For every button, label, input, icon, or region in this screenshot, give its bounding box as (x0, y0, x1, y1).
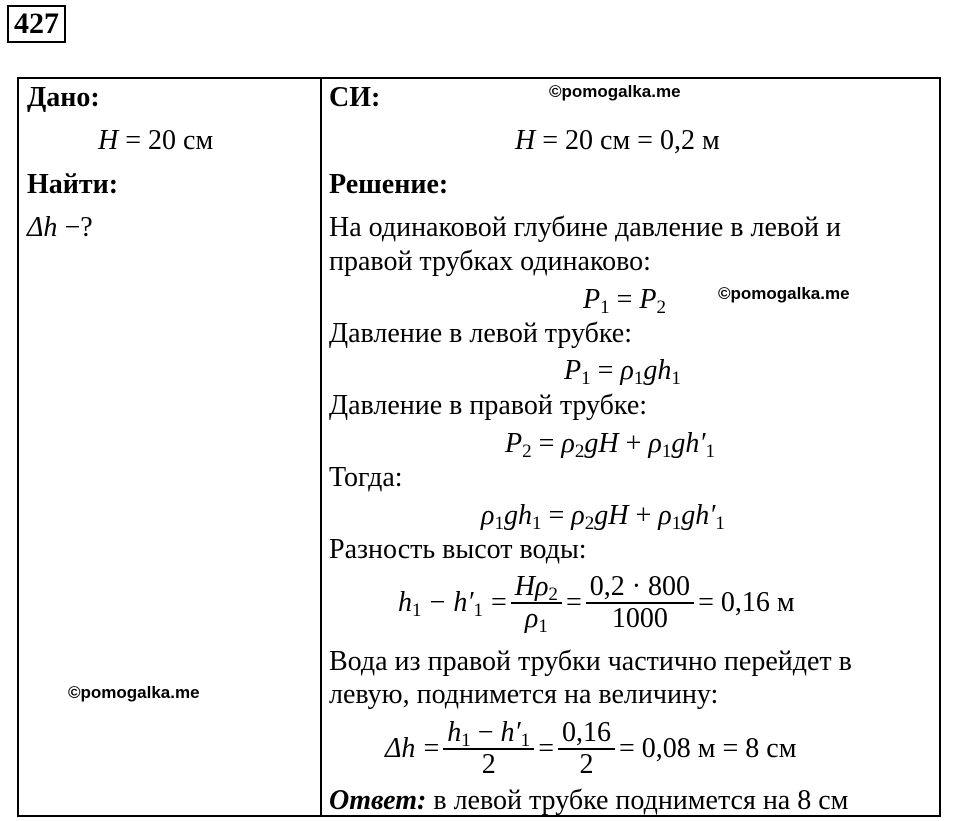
formula-p1-equals-p2: $P_1 = P_2$ (583, 284, 667, 318)
si-heading: СИ: (329, 82, 381, 113)
solution-line-7: Вода из правой трубки частично перейдет в (329, 646, 852, 677)
solution-line-8: левую, поднимется на величину: (329, 679, 719, 710)
fraction-h-difference: $\frac{h_1 - h'_1}{2}$ (443, 718, 534, 780)
solution-line-3: Давление в левой трубке: (329, 318, 633, 349)
fraction-h-rho: $\frac{H\rho_2}{\rho_1}$ (511, 572, 562, 634)
fraction-016-over-2: $\frac{0,16}{2}$ (558, 718, 615, 780)
watermark: ©pomogalka.me (549, 82, 681, 101)
answer-text: в левой трубке поднимется на 8 см (433, 785, 849, 816)
problem-number: 427 (7, 5, 66, 43)
answer-line (329, 785, 848, 817)
fraction-numeric: $\frac{0,2 \cdot 800}{1000}$ (586, 572, 694, 634)
solution-line-2: правой трубках одинаково: (329, 246, 651, 277)
solution-line-4: Давление в правой трубке: (329, 390, 648, 421)
formula-delta-h: Δh = $\frac{h_1 - h'_1}{2}$ = $\frac{0,16}{2}$ = 0,08 м = 8 см (385, 717, 797, 780)
formula-then: $\rho_1gh_1 = \rho_2gH + \rho_1gh'_1$ (481, 500, 725, 534)
formula-height-difference: $h_1$ − $h'_1$ = $\frac{H\rho_2}{\rho_1}$ = $\frac{0,2 \cdot 800}{1000}$ = 0,16 м (398, 571, 795, 637)
formula-p1: $P_1 = \rho_1gh_1$ (564, 355, 681, 389)
solution-heading: Решение: (329, 169, 449, 200)
answer-label: Ответ: (329, 785, 427, 816)
formula-p2: $P_2 = \rho_2gH + \rho_1gh'_1$ (505, 428, 716, 462)
solution-line-6: Разность высот воды: (329, 534, 587, 565)
column-divider (320, 79, 322, 815)
solution-line-5: Тогда: (329, 462, 403, 493)
watermark: ©pomogalka.me (68, 683, 200, 702)
find-delta-h: Δh −? (27, 212, 93, 243)
watermark: ©pomogalka.me (718, 284, 850, 303)
find-heading: Найти: (27, 169, 119, 200)
given-H: H = 20 см (98, 125, 214, 156)
solution-line-1: На одинаковой глубине давление в левой и (329, 212, 841, 243)
si-H: H = 20 см = 0,2 м (515, 125, 720, 156)
given-heading: Дано: (27, 82, 100, 113)
